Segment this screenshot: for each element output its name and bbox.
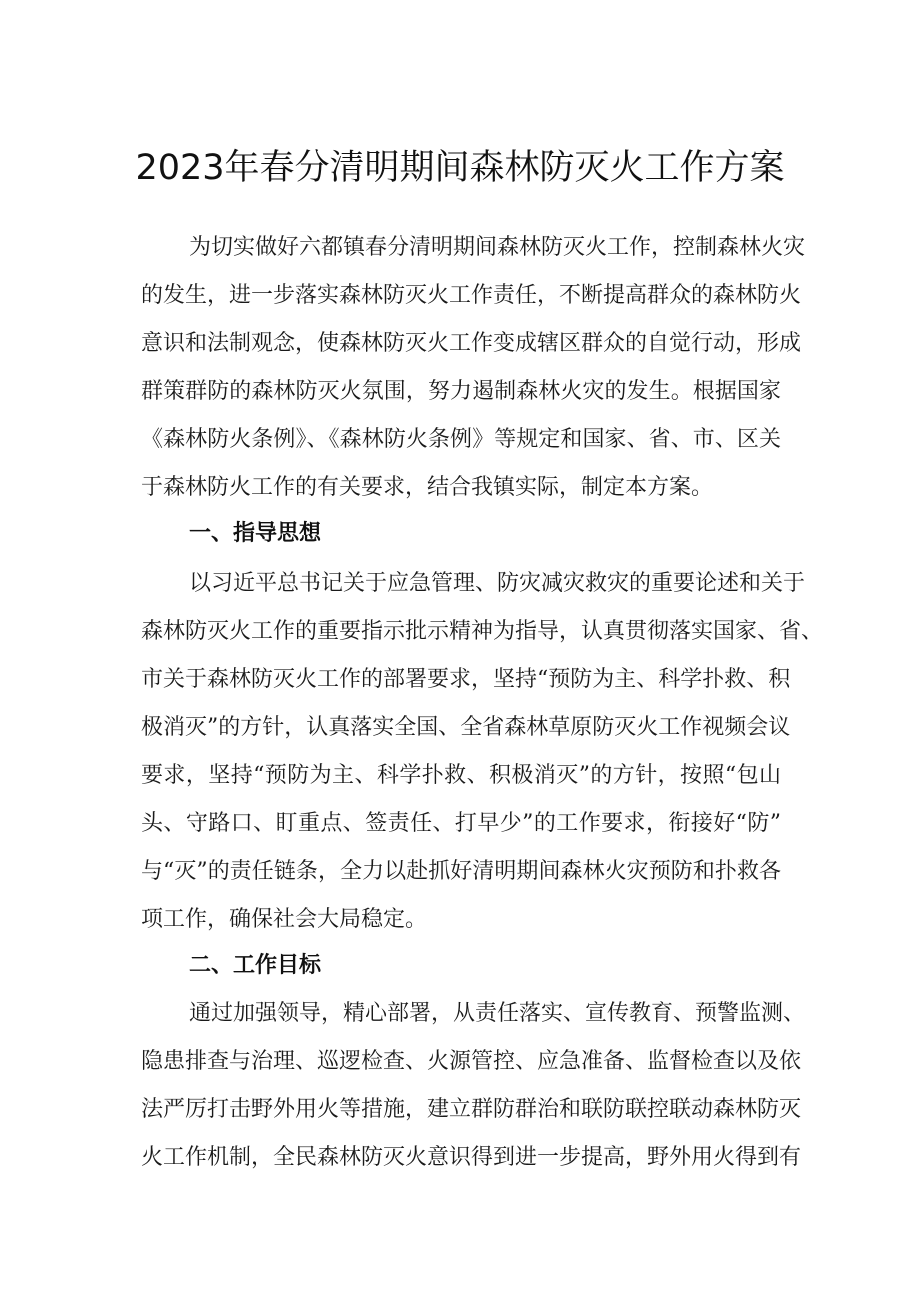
section1-line: 与“灭”的责任链条，全力以赴抓好清明期间森林火灾预防和扑救各 (141, 859, 781, 884)
intro-line: 的发生，进一步落实森林防灭火工作责任，不断提高群众的森林防火 (141, 283, 802, 308)
intro-line: 意识和法制观念，使森林防灭火工作变成辖区群众的自觉行动，形成 (141, 331, 802, 356)
section1-line: 项工作，确保社会大局稳定。 (141, 907, 428, 932)
intro-line: 于森林防火工作的有关要求，结合我镇实际，制定本方案。 (141, 475, 714, 500)
section-heading-work-goals: 二、工作目标 (189, 953, 322, 978)
section1-line: 要求，坚持“预防为主、科学扑救、积极消灭”的方针，按照“包山 (141, 763, 781, 788)
section1-line: 头、守路口、盯重点、签责任、打早少”的工作要求，衔接好“防” (141, 811, 781, 836)
intro-line: 为切实做好六都镇春分清明期间森林防灭火工作，控制森林火灾 (189, 235, 806, 260)
section2-line: 火工作机制，全民森林防灭火意识得到进一步提高，野外用火得到有 (141, 1145, 802, 1170)
section2-line: 隐患排查与治理、巡逻检查、火源管控、应急准备、监督检查以及依 (141, 1049, 802, 1074)
section1-line: 市关于森林防灭火工作的部署要求，坚持“预防为主、科学扑救、积 (141, 667, 791, 692)
intro-line: 《森林防火条例》、《森林防火条例》等规定和国家、省、市、区关 (141, 427, 781, 452)
section2-line: 法严厉打击野外用火等措施，建立群防群治和联防联控联动森林防灭 (141, 1097, 802, 1122)
intro-line: 群策群防的森林防灭火氛围，努力遏制森林火灾的发生。根据国家 (141, 379, 781, 404)
section-heading-guiding-ideology: 一、指导思想 (189, 521, 322, 546)
section2-line: 通过加强领导，精心部署，从责任落实、宣传教育、预警监测、 (189, 1001, 806, 1026)
section1-line: 森林防灭火工作的重要指示批示精神为指导，认真贯彻落实国家、省、 (141, 619, 824, 644)
document-title: 2023年春分清明期间森林防灭火工作方案 (135, 148, 785, 188)
section1-line: 以习近平总书记关于应急管理、防灾减灾救灾的重要论述和关于 (189, 571, 806, 596)
section1-line: 极消灭”的方针，认真落实全国、全省森林草原防灭火工作视频会议 (141, 715, 791, 740)
